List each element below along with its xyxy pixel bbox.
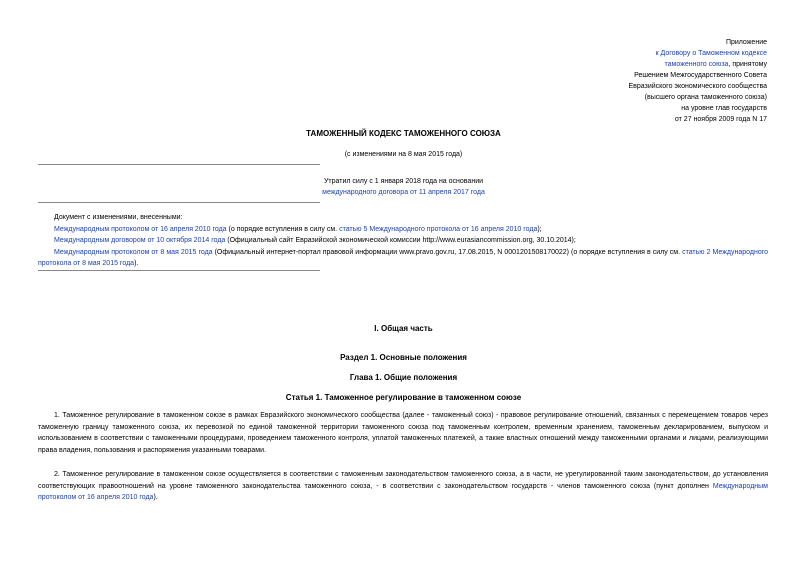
divider — [38, 164, 320, 165]
amendment-note: (с изменениями на 8 мая 2015 года) — [344, 151, 463, 158]
appendix-line: Решением Межгосударственного Совета — [634, 72, 767, 79]
change-text: (о порядке вступления в силу см. — [226, 225, 340, 233]
appendix-line: Евразийского экономического сообщества — [628, 83, 767, 90]
change-text: ); — [537, 225, 542, 233]
lost-force-text: Утратил силу с 1 января 2018 года на основании — [323, 178, 484, 185]
change-item — [38, 224, 768, 236]
international-treaty-2017-link[interactable]: международного договора от 11 апреля 2017 года — [322, 189, 485, 196]
article5-protocol-2010-link[interactable]: статью 5 Международного протокола от 16 апреля 2010 года — [339, 225, 538, 233]
changes-intro: Документ с изменениями, внесенными: — [54, 214, 183, 221]
appendix-line: , принятому — [728, 61, 767, 68]
protocol-2010-link[interactable]: Международным протоколом от 16 апреля 2010 года — [54, 225, 227, 233]
article2-protocol-2015-link[interactable]: статью 2 Международного протокола от 8 мая 2015 года — [38, 248, 769, 267]
document-title: ТАМОЖЕННЫЙ КОДЕКС ТАМОЖЕННОГО СОЮЗА — [306, 129, 501, 138]
protocol-2010-link-p2[interactable]: Международным протоколом от 16 апреля 2010 года — [38, 482, 768, 502]
change-item — [38, 235, 768, 247]
change-text: ). — [134, 260, 139, 267]
divider — [38, 202, 320, 203]
change-text: (Официальный интернет-портал правовой информации www.pravo.gov.ru, 17.08.2015, N 0001201508170022) (о порядке вступления в силу см. — [212, 248, 683, 256]
appendix-line: Приложение — [725, 39, 767, 46]
article-body — [38, 410, 768, 516]
changes-block — [38, 212, 768, 270]
lost-force-note — [0, 176, 807, 198]
change-text: (Официальный сайт Евразийской экономической комиссии http://www.eurasiancommission.org, 30.10.2014); — [225, 237, 576, 244]
treaty-2014-link[interactable]: Международным договором от 10 октября 2014 года — [54, 237, 226, 244]
appendix-line: (высшего органа таможенного союза) — [644, 94, 767, 101]
paragraph-2 — [38, 469, 768, 504]
section-heading: Раздел 1. Основные положения — [340, 353, 467, 362]
protocol-2015-link[interactable]: Международным протоколом от 8 мая 2015 года — [54, 248, 213, 256]
divider — [38, 270, 320, 271]
appendix-line: от 27 ноября 2009 года N 17 — [674, 116, 767, 123]
chapter-heading: Глава 1. Общие положения — [349, 373, 458, 382]
customs-union-link[interactable]: таможенного союза — [664, 61, 729, 68]
change-item — [38, 247, 768, 270]
paragraph-text: 2. Таможенное регулирование в таможенном союзе осуществляется в соответствии с таможенным законодательством таможенного союза, а в части, не урегулированной таким законодательством, до установления соответствующих правоотношений на уровне таможенного законодательства таможенного союза, - в соответствии с законодательством государств - членов таможенного союза (пункт дополнен — [38, 470, 768, 490]
appendix-block — [629, 37, 767, 125]
appendix-line: на уровне глав государств — [681, 105, 767, 112]
customs-code-treaty-link[interactable]: к Договору о Таможенном кодексе — [655, 50, 767, 57]
paragraph-1: 1. Таможенное регулирование в таможенном союзе в рамках Евразийского экономического сообщества (далее - таможенный союз) - правовое регулирование отношений, связанных с перемещением товаров через таможенную границу таможенного союза, их перевозкой по единой таможенной территории таможенного союза под таможенным контролем, временным хранением, таможенным декларированием, выпуском и использованием в соответствии с таможенными процедурами, проведением таможенного контроля, уплатой таможенных платежей, а также властных отношений между таможенными органами и лицами, реализующими права владения, пользования и распоряжения указанными товарами. — [38, 412, 768, 455]
part-heading: I. Общая часть — [374, 324, 433, 333]
article-heading: Статья 1. Таможенное регулирование в таможенном союзе — [285, 393, 522, 402]
paragraph-text: ). — [153, 494, 158, 502]
